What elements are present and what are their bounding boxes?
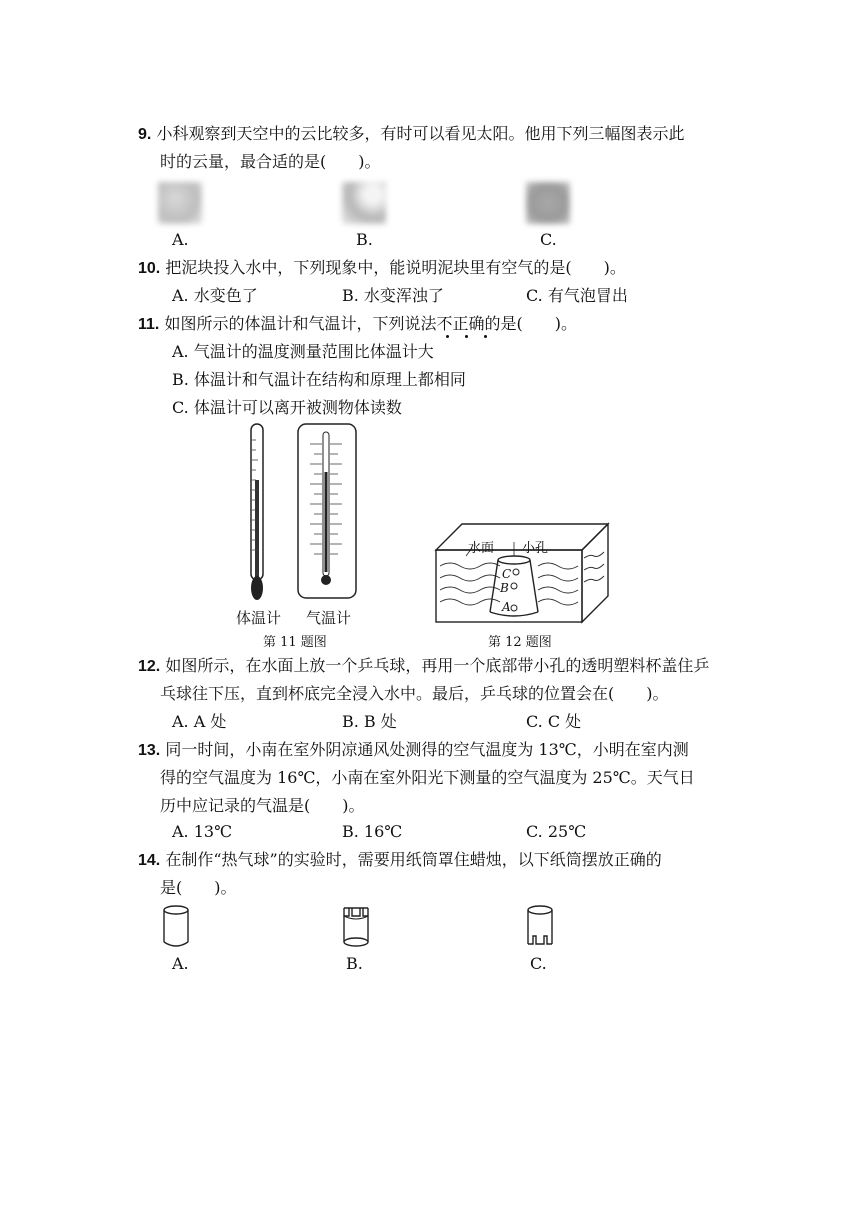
point-label-c: C xyxy=(502,567,512,581)
q13-number: 13. xyxy=(138,742,161,759)
body-thermometer-label: 体温计 xyxy=(236,609,282,627)
paper-tube-a-icon xyxy=(160,904,192,950)
small-hole-label: 小孔 xyxy=(522,541,549,556)
q10-text-1: 把泥块投入水中，下列现象中，能说明泥块里有空气的是( )。 xyxy=(165,258,626,277)
emphasis-dot xyxy=(484,335,487,338)
q12-option-b[interactable]: B. B 处 xyxy=(342,712,397,731)
ball-position-c xyxy=(513,569,519,575)
figure-12-caption: 第 12 题图 xyxy=(488,635,552,650)
q9-number: 9. xyxy=(138,126,152,143)
q14-text-1: 在制作“热气球”的实验时，需要用纸筒罩住蜡烛，以下纸筒摆放正确的 xyxy=(165,850,662,869)
paper-tube-b-icon xyxy=(338,902,374,950)
ball-position-a xyxy=(511,605,517,611)
q13-option-a[interactable]: A. 13℃ xyxy=(172,822,232,841)
q13-line-1 xyxy=(138,740,689,761)
q9-text-1: 小科观察到天空中的云比较多，有时可以看见太阳。他用下列三幅图表示此 xyxy=(156,124,685,143)
q10-option-c[interactable]: C. 有气泡冒出 xyxy=(526,286,628,305)
point-label-a: A xyxy=(502,600,511,614)
q12-number: 12. xyxy=(138,658,161,675)
q10-number: 10. xyxy=(138,260,161,277)
q13-text-2: 得的空气温度为 16℃，小南在室外阳光下测量的空气温度为 25℃。天气日 xyxy=(160,768,695,787)
cloud-image-b xyxy=(342,182,386,224)
q13-option-c[interactable]: C. 25℃ xyxy=(526,822,587,841)
q14-option-b[interactable]: B. xyxy=(346,954,363,973)
cloud-image-c xyxy=(526,182,570,224)
q11-option-b[interactable]: B. 体温计和气温计在结构和原理上都相同 xyxy=(172,370,466,389)
q11-option-c[interactable]: C. 体温计可以离开被测物体读数 xyxy=(172,398,402,417)
ball-position-b xyxy=(511,583,517,589)
emphasis-dot xyxy=(446,335,449,338)
q10-line-1 xyxy=(138,258,626,279)
q11-number: 11. xyxy=(138,316,160,333)
q9-option-a[interactable]: A. xyxy=(172,230,189,249)
q12-option-c[interactable]: C. C 处 xyxy=(526,712,582,731)
air-thermometer-label: 气温计 xyxy=(306,609,352,627)
cloud-image-a xyxy=(158,182,202,224)
q9-line-1 xyxy=(138,124,684,145)
q12-text-1: 如图所示，在水面上放一个乒乓球，再用一个底部带小孔的透明塑料杯盖住乒 xyxy=(165,656,710,675)
q9-option-b[interactable]: B. xyxy=(356,230,373,249)
body-thermometer xyxy=(251,424,263,600)
q14-option-c[interactable]: C. xyxy=(530,954,547,973)
q14-text-2: 是( )。 xyxy=(160,878,237,897)
q14-option-a[interactable]: A. xyxy=(172,954,189,973)
q14-number: 14. xyxy=(138,852,161,869)
q9-option-c[interactable]: C. xyxy=(540,230,557,249)
point-label-b: B xyxy=(500,581,509,595)
q9-text-2: 时的云量，最合适的是( )。 xyxy=(160,152,381,171)
q12-text-2: 乓球往下压，直到杯底完全浸入水中。最后，乒乓球的位置会在( )。 xyxy=(160,684,669,703)
q11-option-a[interactable]: A. 气温计的温度测量范围比体温计大 xyxy=(172,342,434,361)
emphasis-dot xyxy=(465,335,468,338)
figure-11-caption: 第 11 题图 xyxy=(263,635,327,650)
figure-12-water-tank xyxy=(432,520,610,626)
water-surface-label: 水面 xyxy=(468,541,495,556)
q13-option-b[interactable]: B. 16℃ xyxy=(342,822,403,841)
q14-line-1 xyxy=(138,850,662,871)
air-thermometer xyxy=(298,424,356,598)
figure-11-thermometers xyxy=(236,420,366,604)
q11-line-1 xyxy=(138,314,577,335)
q12-line-1 xyxy=(138,656,709,677)
q13-text-3: 历中应记录的气温是( )。 xyxy=(160,796,365,815)
q10-option-a[interactable]: A. 水变色了 xyxy=(172,286,258,305)
q10-option-b[interactable]: B. 水变浑浊了 xyxy=(342,286,444,305)
paper-tube-c-icon xyxy=(522,902,558,950)
q13-text-1: 同一时间，小南在室外阴凉通风处测得的空气温度为 13℃，小明在室内测 xyxy=(165,740,689,759)
q12-option-a[interactable]: A. A 处 xyxy=(172,712,227,731)
q11-text-1: 如图所示的体温计和气温计，下列说法不正确的是( )。 xyxy=(164,314,577,333)
